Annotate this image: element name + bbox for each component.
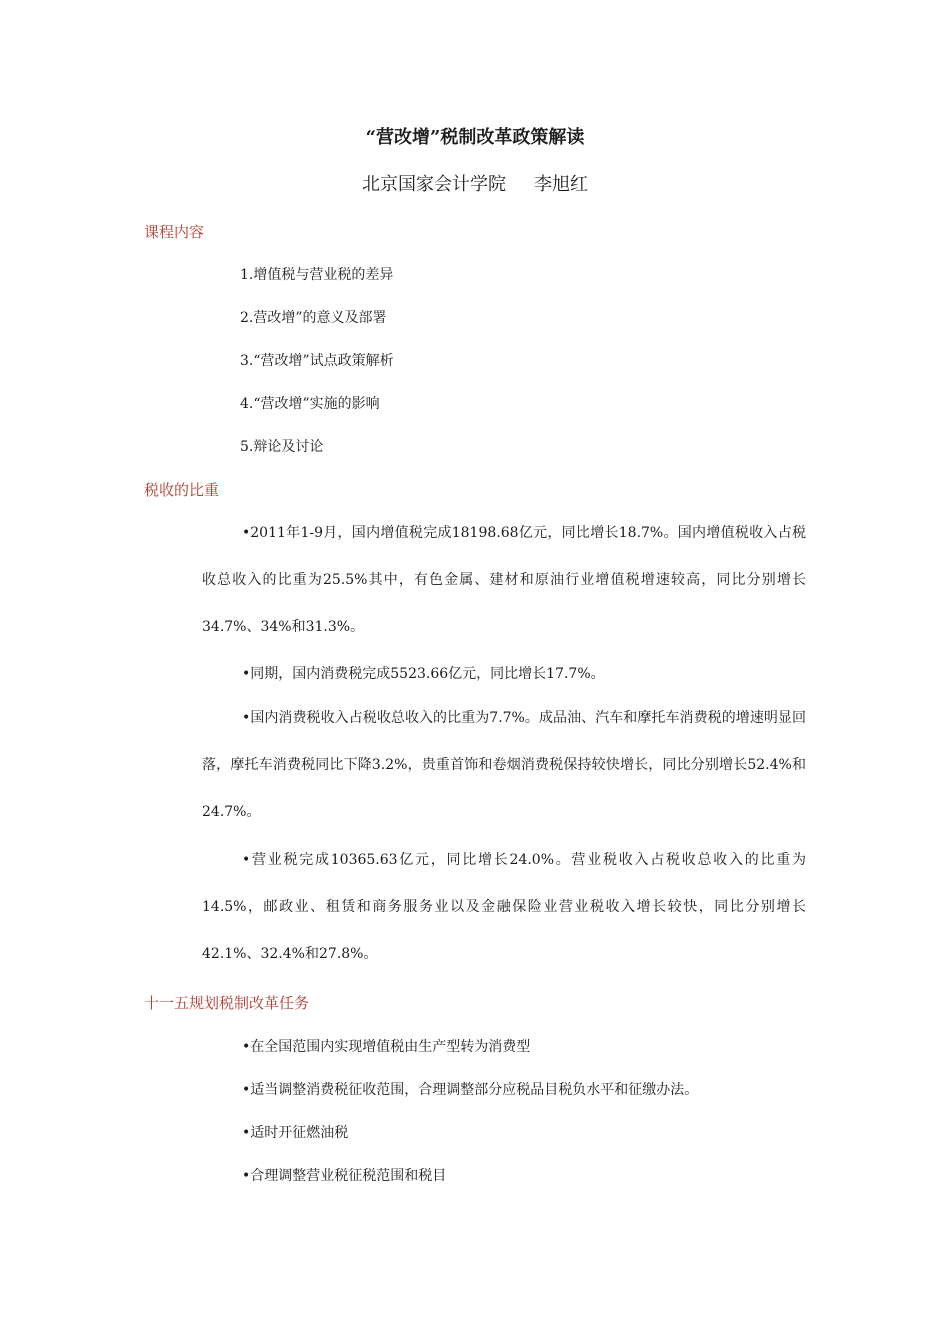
author-organization: 北京国家会计学院 <box>362 174 506 195</box>
tax-share-paragraph: •国内消费税收入占税收总收入的比重为7.7%。成品油、汽车和摩托车消费税的增速明显回落，摩托车消费税同比下降3.2%，贵重首饰和卷烟消费税保持较快增长，同比分别增长52.4%和24.7%。 <box>202 710 806 820</box>
section-heading-course-content: 课程内容 <box>144 223 205 241</box>
course-item: 4.“营改增”实施的影响 <box>240 396 380 412</box>
course-item: 2.营改增”的意义及部署 <box>240 310 387 326</box>
course-item: 5.辩论及讨论 <box>240 439 324 455</box>
document-title: “营改增”税制改革政策解读 <box>365 127 585 148</box>
course-item: 1.增值税与营业税的差异 <box>240 267 394 283</box>
tax-share-paragraph: •2011年1-9月，国内增值税完成18198.68亿元，同比增长18.7%。国内增值税收入占税收总收入的比重为25.5%其中，有色金属、建材和原油行业增值税增速较高，同比分别增长34.7%、34%和31.3%。 <box>202 525 806 635</box>
reform-task-item: •合理调整营业税征税范围和税目 <box>242 1168 447 1184</box>
section-heading-tax-share: 税收的比重 <box>144 481 220 499</box>
course-item: 3.“营改增”试点政策解析 <box>240 353 394 369</box>
section-heading-reform-tasks: 十一五规划税制改革任务 <box>144 994 310 1012</box>
reform-task-item: •适时开征燃油税 <box>242 1125 349 1141</box>
reform-task-item: •适当调整消费税征收范围，合理调整部分应税品目税负水平和征缴办法。 <box>242 1082 699 1098</box>
author-line <box>0 172 950 198</box>
tax-share-paragraph: •营业税完成10365.63亿元，同比增长24.0%。营业税收入占税收总收入的比重为14.5%，邮政业、租赁和商务服务业以及金融保险业营业税收入增长较快，同比分别增长42.1%、32.4%和27.8%。 <box>202 852 806 962</box>
tax-share-paragraph: •同期，国内消费税完成5523.66亿元，同比增长17.7%。 <box>242 666 605 682</box>
author-name: 李旭红 <box>534 174 588 195</box>
reform-task-item: •在全国范围内实现增值税由生产型转为消费型 <box>242 1039 531 1055</box>
